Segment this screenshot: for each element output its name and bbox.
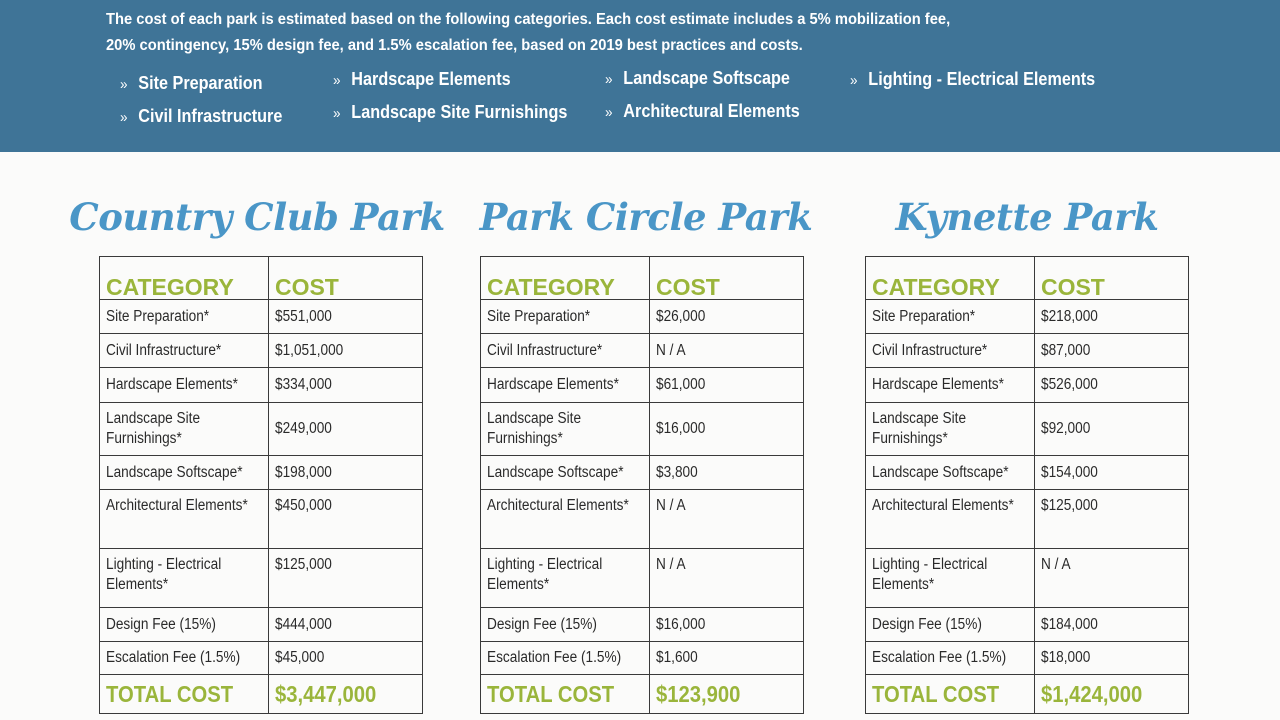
total-label: TOTAL COST [872,681,1000,707]
table-row [100,456,423,490]
cost-table-country-club [99,256,423,714]
row-label: Landscape Site Furnishings* [487,410,582,447]
row-cost: $18,000 [1040,649,1091,666]
table-row [866,549,1189,608]
table-row [866,300,1189,334]
row-cost: $125,000 [274,556,332,573]
row-cost: N / A [655,341,686,359]
total-row [481,675,804,714]
row-label: Hardscape Elements* [487,376,619,393]
category-item-hardscape-elements: » Hardscape Elements [333,69,511,89]
category-item-landscape-softscape: » Landscape Softscape [605,68,790,88]
header-category: CATEGORY [481,257,650,300]
row-cost: $249,000 [274,420,332,437]
row-label: Escalation Fee (1.5%) [106,649,241,666]
table-row [481,608,804,642]
table-row [100,549,423,608]
row-cost: $154,000 [1040,463,1098,481]
header-category: CATEGORY [866,257,1035,300]
row-cost: N / A [655,497,686,514]
header-category: CATEGORY [100,257,269,300]
row-label: Hardscape Elements* [106,376,238,393]
intro-line-1: The cost of each park is estimated based on the following categories. Each cost estimate includes a 5% mobilization fee, [106,11,951,28]
category-item-architectural-elements: » Architectural Elements [605,101,800,121]
row-cost: N / A [1040,556,1071,573]
row-label: Design Fee (15%) [106,615,216,633]
total-cost: $3,447,000 [274,681,377,707]
bullet-icon: » [120,109,128,126]
table-row [100,490,423,549]
table-row [866,368,1189,403]
bullet-icon: » [333,72,341,89]
table-row [100,300,423,334]
cost-table-park-circle [480,256,804,714]
row-label: Architectural Elements* [872,497,1014,514]
row-label: Site Preparation* [106,307,210,325]
total-label: TOTAL COST [487,681,615,707]
park-title-park-circle: Park Circle Park [479,195,813,239]
table-row [100,403,423,456]
row-label: Civil Infrastructure* [487,341,603,359]
row-label: Lighting - Electrical Elements* [106,556,222,593]
table-row [866,456,1189,490]
table-row [481,403,804,456]
row-label: Landscape Site Furnishings* [872,410,967,447]
row-label: Landscape Site Furnishings* [106,410,201,447]
category-item-landscape-site-furnishings: » Landscape Site Furnishings [333,102,568,122]
row-label: Design Fee (15%) [487,615,597,633]
row-label: Architectural Elements* [487,497,629,514]
intro-line-2: 20% contingency, 15% design fee, and 1.5% escalation fee, based on 2019 best practices and costs. [106,37,803,54]
intro-text [106,7,989,59]
row-label: Site Preparation* [487,307,591,325]
table-row [481,334,804,368]
table-row [100,642,423,675]
table-row [866,608,1189,642]
park-title-country-club: Country Club Park [69,195,445,239]
table-header-row [100,257,423,300]
row-cost: $444,000 [274,615,332,633]
table-row [481,549,804,608]
row-cost: $26,000 [655,307,706,325]
bullet-icon: » [120,76,128,93]
row-label: Escalation Fee (1.5%) [487,649,622,666]
bullet-icon: » [605,104,613,121]
row-cost: $1,051,000 [274,341,344,359]
row-label: Architectural Elements* [106,497,248,514]
category-item-site-preparation: » Site Preparation [120,73,263,93]
table-row [481,642,804,675]
table-row [866,642,1189,675]
row-cost: $198,000 [274,463,332,481]
bullet-icon: » [850,72,858,89]
table-row [481,300,804,334]
row-label: Landscape Softscape* [487,463,624,481]
row-label: Design Fee (15%) [872,615,982,633]
row-label: Hardscape Elements* [872,376,1004,393]
row-cost: $61,000 [655,376,706,393]
total-row [100,675,423,714]
table-header-row [481,257,804,300]
row-label: Civil Infrastructure* [872,341,988,359]
category-item-civil-infrastructure: » Civil Infrastructure [120,106,283,126]
row-label: Landscape Softscape* [872,463,1009,481]
row-cost: $87,000 [1040,341,1091,359]
header-cost: COST [649,257,803,300]
total-cost: $1,424,000 [1040,681,1143,707]
row-label: Civil Infrastructure* [106,341,222,359]
total-cost: $123,900 [655,681,741,707]
table-row [866,403,1189,456]
table-header-row [866,257,1189,300]
row-cost: $125,000 [1040,497,1098,514]
table-row [866,334,1189,368]
row-cost: $3,800 [655,463,698,481]
row-cost: $1,600 [655,649,698,666]
header-cost: COST [1034,257,1188,300]
table-row [481,368,804,403]
bullet-icon: » [605,71,613,88]
table-row [481,456,804,490]
bullet-icon: » [333,105,341,122]
total-row [866,675,1189,714]
row-label: Lighting - Electrical Elements* [487,556,603,593]
row-cost: N / A [655,556,686,573]
row-label: Site Preparation* [872,307,976,325]
row-cost: $92,000 [1040,420,1091,437]
cost-table-kynette [865,256,1189,714]
row-label: Escalation Fee (1.5%) [872,649,1007,666]
table-row [100,608,423,642]
row-cost: $184,000 [1040,615,1098,633]
row-label: Lighting - Electrical Elements* [872,556,988,593]
row-cost: $334,000 [274,376,332,393]
row-cost: $218,000 [1040,307,1098,325]
category-item-lighting-electrical: » Lighting - Electrical Elements [850,69,1096,89]
header-cost: COST [268,257,422,300]
row-cost: $551,000 [274,307,332,325]
total-label: TOTAL COST [106,681,234,707]
row-cost: $45,000 [274,649,325,666]
header-banner [0,0,1280,152]
row-cost: $16,000 [655,420,706,437]
row-cost: $450,000 [274,497,332,514]
row-cost: $16,000 [655,615,706,633]
row-label: Landscape Softscape* [106,463,243,481]
row-cost: $526,000 [1040,376,1098,393]
table-row [100,368,423,403]
table-row [866,490,1189,549]
table-row [481,490,804,549]
table-row [100,334,423,368]
park-title-kynette: Kynette Park [895,195,1159,239]
